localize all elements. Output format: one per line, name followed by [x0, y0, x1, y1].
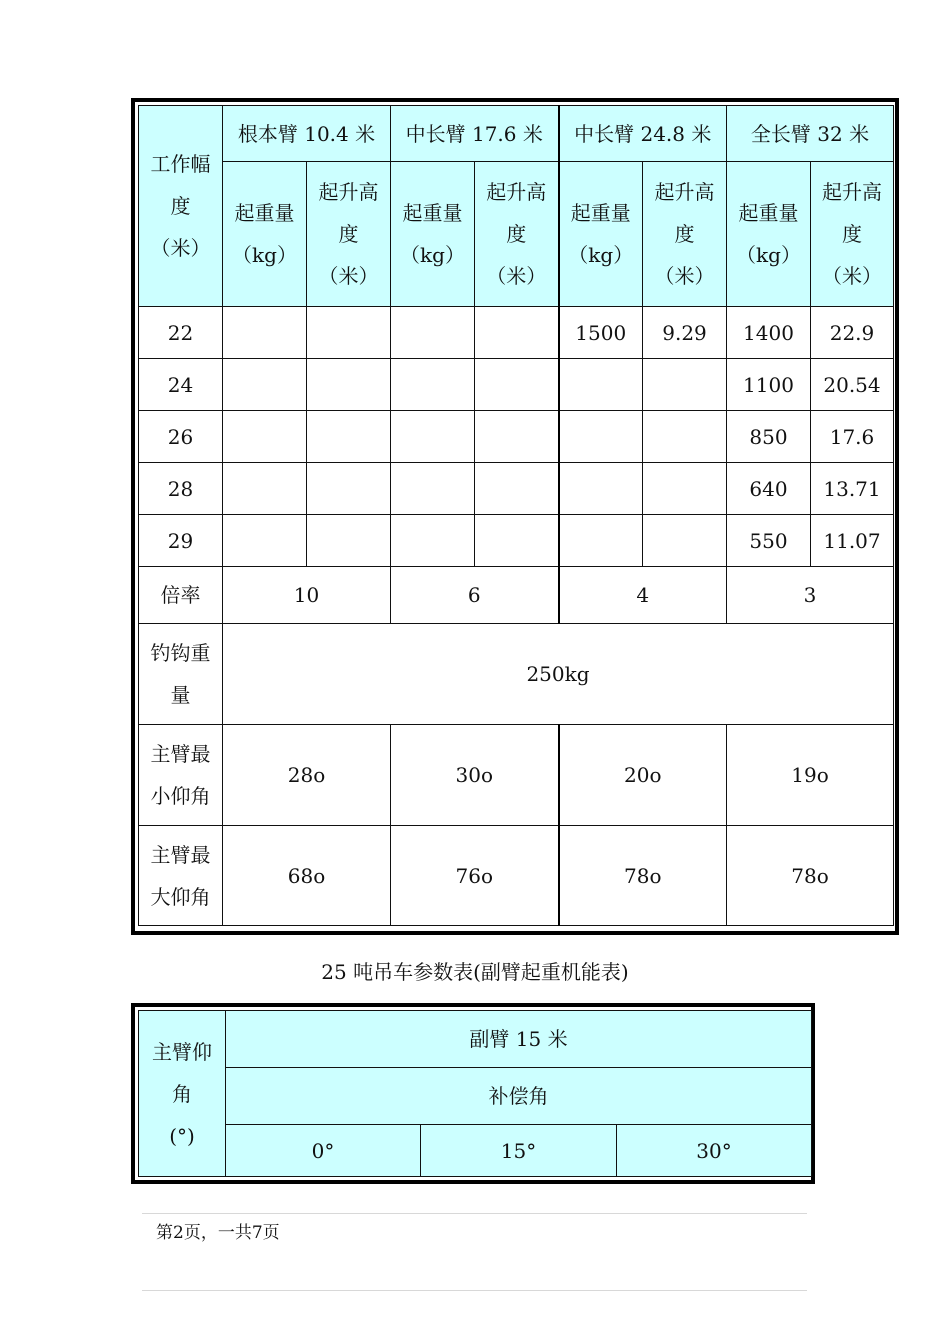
- lift-weight-header: 起重量 （kg）: [727, 162, 811, 307]
- jib-length-header: 副臂 15 米: [226, 1011, 812, 1068]
- data-cell: [223, 515, 307, 567]
- min-angle-row: [139, 725, 894, 826]
- hook-weight-row: [139, 624, 894, 725]
- ratio-row: [139, 567, 894, 624]
- lift-height-header: 起升高 度 （米）: [307, 162, 391, 307]
- page-footer: [142, 1213, 807, 1291]
- boom-header-full: 全长臂 32 米: [727, 106, 894, 162]
- min-angle-value: 28o: [223, 725, 391, 826]
- data-cell: [559, 411, 643, 463]
- radius-cell: 24: [139, 359, 223, 411]
- radius-cell: 22: [139, 307, 223, 359]
- table-row: [139, 359, 894, 411]
- offset-angle-header: 补偿角: [226, 1068, 812, 1125]
- max-angle-row: [139, 826, 894, 926]
- working-radius-header: 工作幅 度 （米）: [139, 106, 223, 307]
- jib-table-caption: 25 吨吊车参数表(副臂起重机能表): [321, 960, 629, 984]
- ratio-value: 4: [559, 567, 727, 624]
- offset-angle-value: 15°: [421, 1125, 617, 1177]
- data-cell: [391, 359, 475, 411]
- min-angle-value: 19o: [727, 725, 894, 826]
- jib-load-table: [138, 1010, 812, 1177]
- max-angle-label: 主臂最 大仰角: [139, 826, 223, 926]
- min-angle-value: 30o: [391, 725, 559, 826]
- max-angle-value: 78o: [559, 826, 727, 926]
- boom-header-mid-2: 中长臂 24.8 米: [559, 106, 727, 162]
- data-cell: 1100: [727, 359, 811, 411]
- data-cell: [391, 515, 475, 567]
- data-cell: [223, 463, 307, 515]
- max-angle-value: 78o: [727, 826, 894, 926]
- data-cell: [223, 359, 307, 411]
- radius-cell: 26: [139, 411, 223, 463]
- table-row: [139, 307, 894, 359]
- min-angle-value: 20o: [559, 725, 727, 826]
- data-cell: 11.07: [811, 515, 894, 567]
- data-cell: 13.71: [811, 463, 894, 515]
- data-cell: 20.54: [811, 359, 894, 411]
- main-boom-table-frame: [131, 98, 899, 935]
- data-cell: 9.29: [643, 307, 727, 359]
- main-boom-angle-header: 主臂仰 角 (°): [139, 1011, 226, 1177]
- data-cell: [307, 359, 391, 411]
- data-cell: [223, 307, 307, 359]
- data-cell: [307, 463, 391, 515]
- min-angle-label: 主臂最 小仰角: [139, 725, 223, 826]
- data-cell: [307, 411, 391, 463]
- data-cell: [643, 515, 727, 567]
- radius-cell: 28: [139, 463, 223, 515]
- data-cell: [475, 359, 559, 411]
- lift-weight-header: 起重量 （kg）: [559, 162, 643, 307]
- lift-weight-header: 起重量 （kg）: [223, 162, 307, 307]
- page-number: 第2页，一共7页: [156, 1223, 280, 1243]
- hook-weight-value: 250kg: [223, 624, 894, 725]
- offset-angle-value: 30°: [617, 1125, 812, 1177]
- data-cell: [475, 307, 559, 359]
- data-cell: [475, 515, 559, 567]
- data-cell: [643, 359, 727, 411]
- data-cell: 850: [727, 411, 811, 463]
- data-cell: [307, 515, 391, 567]
- data-cell: [559, 515, 643, 567]
- data-cell: [391, 411, 475, 463]
- data-cell: [475, 411, 559, 463]
- offset-angle-value: 0°: [226, 1125, 421, 1177]
- ratio-value: 6: [391, 567, 559, 624]
- table-row: [139, 411, 894, 463]
- ratio-label: 倍率: [139, 567, 223, 624]
- radius-cell: 29: [139, 515, 223, 567]
- data-cell: [223, 411, 307, 463]
- max-angle-value: 76o: [391, 826, 559, 926]
- ratio-value: 10: [223, 567, 391, 624]
- ratio-value: 3: [727, 567, 894, 624]
- main-boom-load-table: [138, 105, 894, 926]
- data-cell: [559, 463, 643, 515]
- table-row: [139, 463, 894, 515]
- boom-header-mid-1: 中长臂 17.6 米: [391, 106, 559, 162]
- hook-weight-label: 钓钩重 量: [139, 624, 223, 725]
- lift-height-header: 起升高 度 （米）: [811, 162, 894, 307]
- data-cell: 640: [727, 463, 811, 515]
- data-cell: 22.9: [811, 307, 894, 359]
- data-cell: 1500: [559, 307, 643, 359]
- data-cell: [475, 463, 559, 515]
- data-cell: [391, 307, 475, 359]
- data-cell: [643, 411, 727, 463]
- data-cell: 1400: [727, 307, 811, 359]
- data-cell: [307, 307, 391, 359]
- lift-height-header: 起升高 度 （米）: [643, 162, 727, 307]
- data-cell: 550: [727, 515, 811, 567]
- max-angle-value: 68o: [223, 826, 391, 926]
- data-cell: [643, 463, 727, 515]
- boom-header-base: 根本臂 10.4 米: [223, 106, 391, 162]
- jib-table-frame: [131, 1003, 815, 1184]
- lift-height-header: 起升高 度 （米）: [475, 162, 559, 307]
- data-cell: [391, 463, 475, 515]
- table-row: [139, 515, 894, 567]
- lift-weight-header: 起重量 （kg）: [391, 162, 475, 307]
- data-cell: 17.6: [811, 411, 894, 463]
- data-cell: [559, 359, 643, 411]
